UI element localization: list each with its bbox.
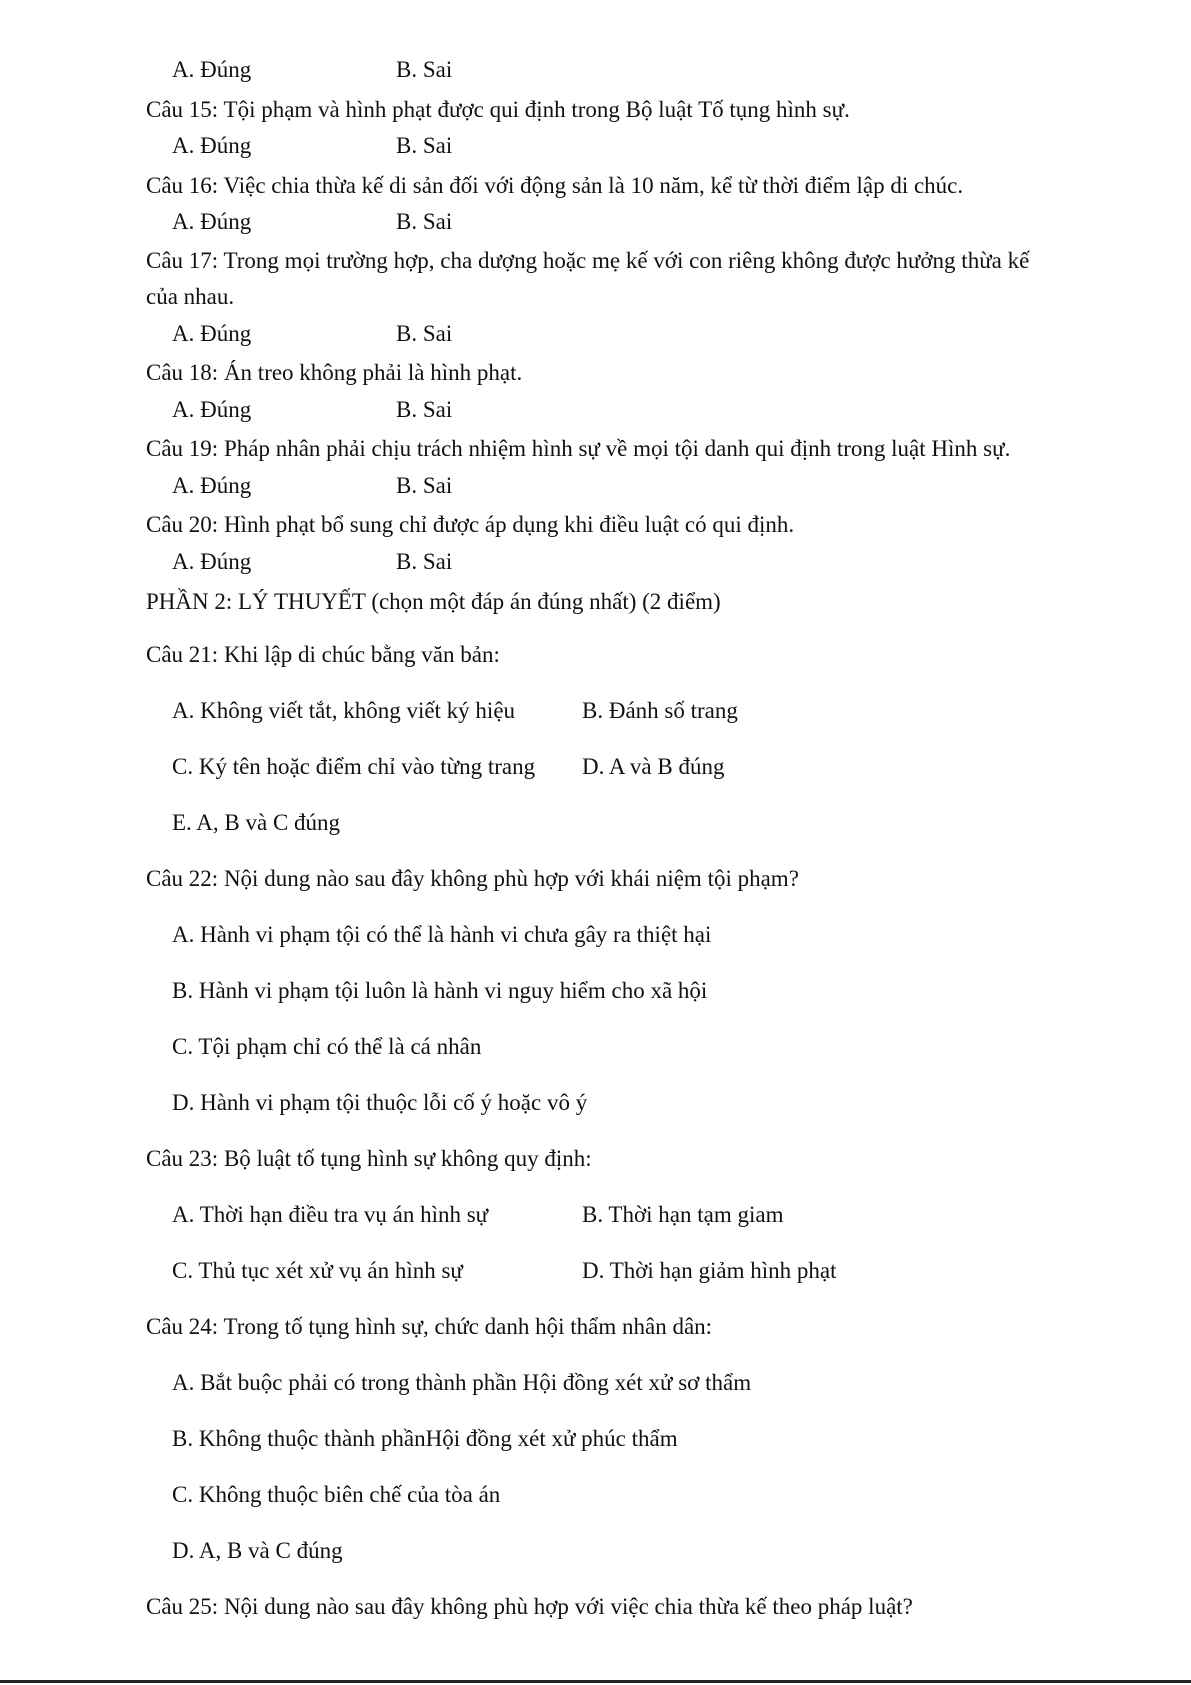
q21-option-d: D. A và B đúng: [582, 754, 725, 779]
q24-option-b: B. Không thuộc thành phầnHội đồng xét xử phúc thẩm: [172, 1426, 678, 1451]
q15-option-b: B. Sai: [396, 133, 453, 158]
q24-option-a: A. Bắt buộc phải có trong thành phần Hội đồng xét xử sơ thẩm: [172, 1370, 752, 1395]
question-16: Câu 16: Việc chia thừa kế di sản đối với động sản là 10 năm, kể từ thời điểm lập di chúc.: [146, 173, 964, 198]
q23-option-c: C. Thủ tục xét xử vụ án hình sự: [172, 1258, 463, 1283]
q15-option-a: A. Đúng: [172, 133, 252, 158]
q17-option-a: A. Đúng: [172, 321, 252, 346]
q22-option-d: D. Hành vi phạm tội thuộc lỗi cố ý hoặc vô ý: [172, 1090, 588, 1115]
q21-option-e: E. A, B và C đúng: [172, 810, 341, 835]
q24-option-c: C. Không thuộc biên chế của tòa án: [172, 1482, 501, 1507]
question-23: Câu 23: Bộ luật tố tụng hình sự không quy định:: [146, 1146, 592, 1171]
q14-option-b: B. Sai: [396, 57, 453, 82]
q21-option-c: C. Ký tên hoặc điểm chỉ vào từng trang: [172, 754, 536, 779]
q19-option-b: B. Sai: [396, 473, 453, 498]
question-24: Câu 24: Trong tố tụng hình sự, chức danh hội thẩm nhân dân:: [146, 1314, 713, 1339]
q23-option-d: D. Thời hạn giảm hình phạt: [582, 1258, 837, 1283]
page-bottom-divider: [0, 1680, 1191, 1683]
section-2-heading: PHẦN 2: LÝ THUYẾT (chọn một đáp án đúng nhất) (2 điểm): [146, 589, 721, 614]
q23-option-b: B. Thời hạn tạm giam: [582, 1202, 784, 1227]
q22-option-b: B. Hành vi phạm tội luôn là hành vi nguy hiểm cho xã hội: [172, 978, 708, 1003]
q16-option-b: B. Sai: [396, 209, 453, 234]
q18-option-b: B. Sai: [396, 397, 453, 422]
question-20: Câu 20: Hình phạt bổ sung chỉ được áp dụng khi điều luật có qui định.: [146, 512, 795, 537]
question-18: Câu 18: Án treo không phải là hình phạt.: [146, 360, 523, 385]
q23-option-a: A. Thời hạn điều tra vụ án hình sự: [172, 1202, 489, 1227]
q22-option-a: A. Hành vi phạm tội có thể là hành vi chưa gây ra thiệt hại: [172, 922, 712, 947]
q21-option-a: A. Không viết tắt, không viết ký hiệu: [172, 698, 516, 723]
question-17-line-1: Câu 17: Trong mọi trường hợp, cha dượng hoặc mẹ kế với con riêng không được hưởng thừa kế: [146, 248, 1030, 273]
q19-option-a: A. Đúng: [172, 473, 252, 498]
question-19: Câu 19: Pháp nhân phải chịu trách nhiệm hình sự về mọi tội danh qui định trong luật Hình sự.: [146, 436, 1011, 461]
q22-option-c: C. Tội phạm chỉ có thể là cá nhân: [172, 1034, 482, 1059]
q14-option-a: A. Đúng: [172, 57, 252, 82]
q18-option-a: A. Đúng: [172, 397, 252, 422]
q16-option-a: A. Đúng: [172, 209, 252, 234]
question-21: Câu 21: Khi lập di chúc bằng văn bản:: [146, 642, 500, 667]
q20-option-b: B. Sai: [396, 549, 453, 574]
question-22: Câu 22: Nội dung nào sau đây không phù hợp với khái niệm tội phạm?: [146, 866, 799, 891]
q21-option-b: B. Đánh số trang: [582, 698, 738, 723]
q17-option-b: B. Sai: [396, 321, 453, 346]
q20-option-a: A. Đúng: [172, 549, 252, 574]
question-17-line-2: của nhau.: [146, 284, 235, 309]
q24-option-d: D. A, B và C đúng: [172, 1538, 343, 1563]
question-15: Câu 15: Tội phạm và hình phạt được qui định trong Bộ luật Tố tụng hình sự.: [146, 97, 850, 122]
question-25: Câu 25: Nội dung nào sau đây không phù hợp với việc chia thừa kế theo pháp luật?: [146, 1594, 913, 1619]
